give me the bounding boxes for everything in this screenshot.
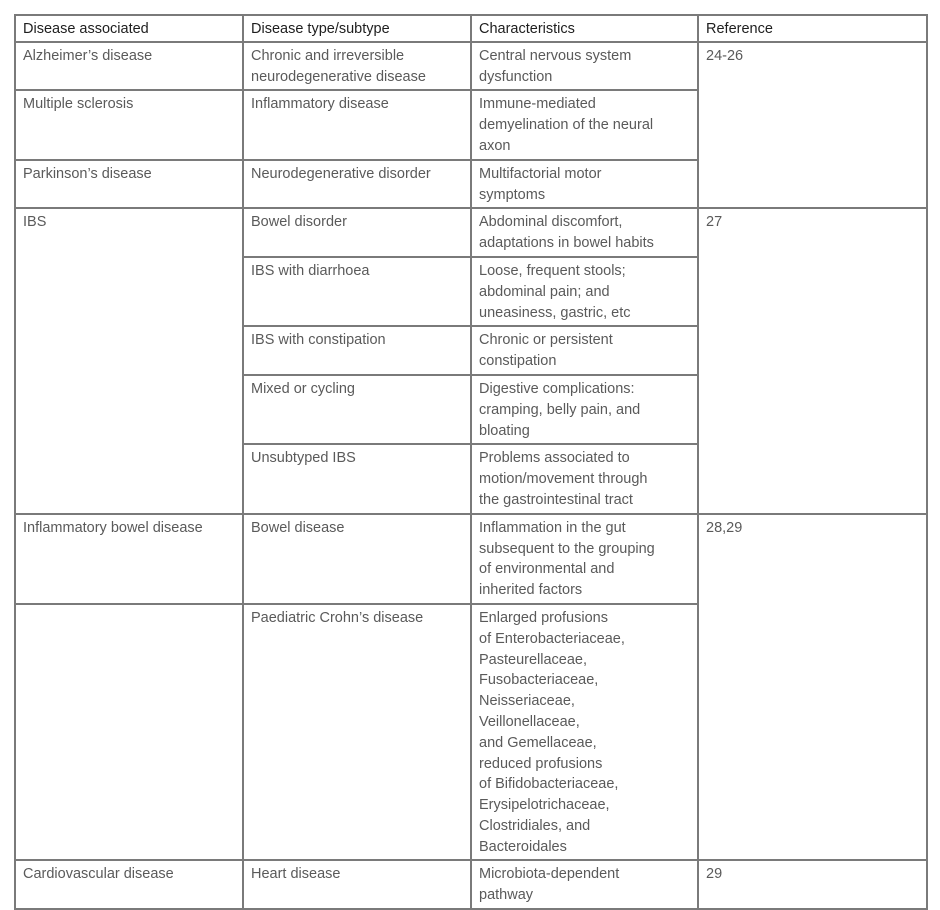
- characteristics-line: Abdominal discomfort,: [479, 214, 623, 231]
- disease-cell: IBS: [15, 208, 243, 513]
- type-line: Paediatric Crohn’s disease: [251, 609, 424, 626]
- type-cell: [243, 604, 471, 861]
- disease-cell: [15, 604, 243, 861]
- type-line: Bowel disease: [251, 519, 345, 536]
- disease-cell: Alzheimer’s disease: [15, 42, 243, 91]
- table-row: [15, 208, 927, 257]
- reference-cell: 29: [698, 860, 927, 909]
- characteristics-line: Problems associated to: [479, 450, 630, 467]
- characteristics-line: abdominal pain; and: [479, 283, 610, 300]
- table-row: [15, 514, 927, 604]
- characteristics-line: motion/movement through: [479, 471, 648, 488]
- type-cell: [243, 375, 471, 444]
- characteristics-cell: [471, 160, 698, 209]
- characteristics-line: symptoms: [479, 186, 546, 203]
- characteristics-line: Pasteurellaceae,: [479, 651, 588, 668]
- characteristics-cell: [471, 208, 698, 257]
- type-cell: [243, 208, 471, 257]
- characteristics-line: Multifactorial motor: [479, 165, 602, 182]
- characteristics-line: of Bifidobacteriaceae,: [479, 776, 619, 793]
- characteristics-line: Digestive complications:: [479, 380, 635, 397]
- type-cell: [243, 257, 471, 326]
- characteristics-line: Loose, frequent stools;: [479, 262, 626, 279]
- characteristics-line: Inflammation in the gut: [479, 519, 626, 536]
- characteristics-cell: [471, 375, 698, 444]
- characteristics-cell: [471, 42, 698, 91]
- characteristics-line: Central nervous system: [479, 47, 632, 64]
- characteristics-cell: [471, 444, 698, 513]
- characteristics-cell: [471, 860, 698, 909]
- characteristics-line: subsequent to the grouping: [479, 540, 655, 557]
- characteristics-line: inherited factors: [479, 582, 583, 599]
- characteristics-line: Clostridiales, and: [479, 817, 591, 834]
- type-cell: [243, 42, 471, 91]
- reference-cell: 28,29: [698, 514, 927, 861]
- characteristics-line: Chronic or persistent: [479, 332, 613, 349]
- characteristics-line: reduced profusions: [479, 755, 603, 772]
- characteristics-line: Microbiota-dependent: [479, 866, 620, 883]
- type-line: IBS with constipation: [251, 332, 386, 349]
- characteristics-line: demyelination of the neural: [479, 117, 654, 134]
- type-line: Inflammatory disease: [251, 96, 389, 113]
- header-disease-type: Disease type/subtype: [243, 15, 471, 42]
- characteristics-line: of environmental and: [479, 561, 615, 578]
- disease-cell: Parkinson’s disease: [15, 160, 243, 209]
- characteristics-cell: [471, 514, 698, 604]
- characteristics-cell: [471, 257, 698, 326]
- type-line: Unsubtyped IBS: [251, 450, 356, 467]
- characteristics-line: Bacteroidales: [479, 838, 567, 855]
- disease-cell: Multiple sclerosis: [15, 90, 243, 159]
- characteristics-cell: [471, 90, 698, 159]
- characteristics-line: Neisseriaceae,: [479, 693, 575, 710]
- type-line: Mixed or cycling: [251, 380, 355, 397]
- characteristics-line: and Gemellaceae,: [479, 734, 597, 751]
- characteristics-line: of Enterobacteriaceae,: [479, 630, 625, 647]
- type-cell: [243, 860, 471, 909]
- header-reference: Reference: [698, 15, 927, 42]
- table-row: [15, 860, 927, 909]
- type-cell: [243, 444, 471, 513]
- characteristics-line: Immune-mediated: [479, 96, 596, 113]
- characteristics-line: Enlarged profusions: [479, 609, 608, 626]
- type-cell: [243, 326, 471, 375]
- characteristics-cell: [471, 604, 698, 861]
- characteristics-line: bloating: [479, 422, 530, 439]
- characteristics-line: Erysipelotrichaceae,: [479, 797, 610, 814]
- type-line: Bowel disorder: [251, 214, 347, 231]
- type-line: Heart disease: [251, 866, 341, 883]
- type-cell: [243, 514, 471, 604]
- disease-cell: Inflammatory bowel disease: [15, 514, 243, 604]
- type-cell: [243, 160, 471, 209]
- characteristics-line: constipation: [479, 353, 557, 370]
- characteristics-line: cramping, belly pain, and: [479, 401, 641, 418]
- characteristics-line: axon: [479, 137, 511, 154]
- table-row: [15, 42, 927, 91]
- type-line: Chronic and irreversible: [251, 47, 405, 64]
- type-line: neurodegenerative disease: [251, 68, 426, 85]
- characteristics-line: Fusobacteriaceae,: [479, 672, 599, 689]
- characteristics-line: adaptations in bowel habits: [479, 235, 654, 252]
- type-line: Neurodegenerative disorder: [251, 165, 431, 182]
- characteristics-line: the gastrointestinal tract: [479, 491, 633, 508]
- type-line: IBS with diarrhoea: [251, 262, 370, 279]
- characteristics-line: Veillonellaceae,: [479, 713, 580, 730]
- disease-cell: Cardiovascular disease: [15, 860, 243, 909]
- characteristics-line: pathway: [479, 887, 534, 904]
- characteristics-line: uneasiness, gastric, etc: [479, 304, 631, 321]
- header-characteristics: Characteristics: [471, 15, 698, 42]
- disease-table: [14, 14, 928, 910]
- type-cell: [243, 90, 471, 159]
- characteristics-cell: [471, 326, 698, 375]
- header-disease-associated: Disease associated: [15, 15, 243, 42]
- characteristics-line: dysfunction: [479, 68, 553, 85]
- reference-cell: 27: [698, 208, 927, 513]
- reference-cell: 24-26: [698, 42, 927, 209]
- header-row: [15, 15, 927, 42]
